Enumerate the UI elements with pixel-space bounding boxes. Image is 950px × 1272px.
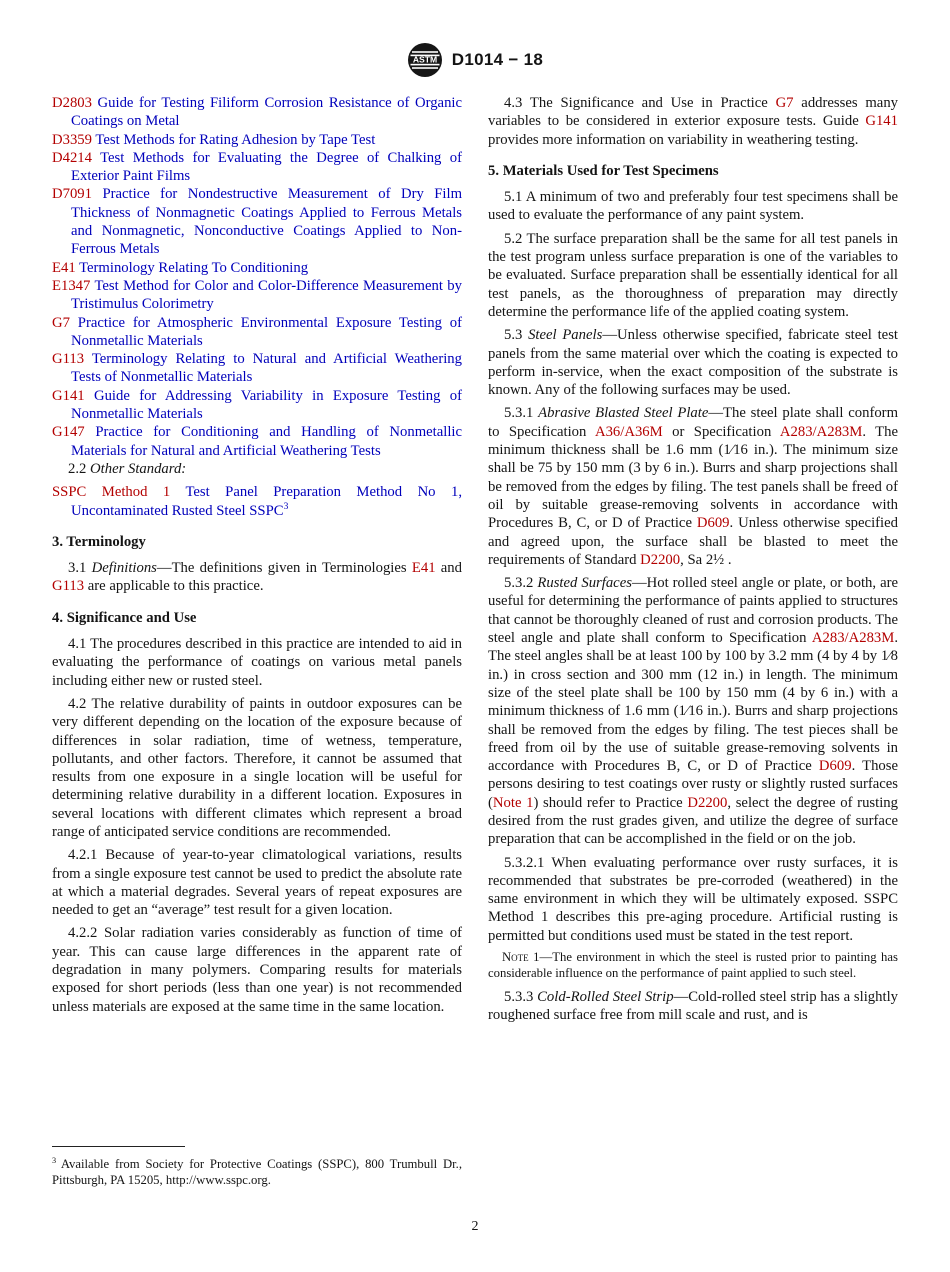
paragraph bbox=[488, 988, 898, 1025]
paragraph bbox=[488, 326, 898, 399]
text-run: . The minimum thickness shall be 1.6 mm (1⁄16 in.). The minimum size shall be 75 by 150 mm (3 by 6 in.). Burrs and sharp projections shall be removed from the edges by filing. The test panels shall be freed of oil by suitable grease-removing solvents in accordance with Procedures B, C, or D of Practice bbox=[488, 423, 898, 532]
text-run: 5.3.3 bbox=[504, 988, 538, 1005]
text-run: 3 bbox=[52, 1155, 61, 1165]
text-run: 4.3 The Significance and Use in Practice bbox=[504, 95, 776, 111]
note-paragraph bbox=[488, 950, 898, 982]
doc-link[interactable]: Test Methods for Evaluating the Degree of Chalking of Exterior Paint Films bbox=[71, 149, 462, 185]
doc-link[interactable]: G147 bbox=[52, 424, 96, 441]
text-run: 4.1 The procedures described in this practice are intended to aid in evaluating the performance of coatings on various metal panels including either new or rusted steel. bbox=[52, 636, 462, 689]
text-run: 5.3 bbox=[504, 327, 529, 344]
doc-link[interactable]: SSPC Method 1 bbox=[52, 484, 186, 501]
text-run: Abrasive Blasted Steel Plate bbox=[538, 405, 709, 422]
text-run: 5.3.2 bbox=[504, 575, 538, 592]
reference-item bbox=[52, 277, 462, 314]
paragraph bbox=[52, 695, 462, 841]
paragraph bbox=[52, 460, 462, 478]
text-run: —Cold-rolled steel strip has a slightly roughened surface free from mill scale and rust, and is bbox=[488, 988, 898, 1024]
reference-item bbox=[52, 314, 462, 351]
doc-link[interactable]: Practice for Conditioning and Handling of Nonmetallic Materials for Natural and Artificial Weathering Tests bbox=[71, 424, 462, 459]
reference-item bbox=[52, 149, 462, 186]
text-run: Rusted Surfaces bbox=[537, 575, 632, 592]
text-run: 4.2.2 Solar radiation varies considerably as function of time of year. This can cause large differences in the apparent rate of degradation in many polymers. Comparing results for materials exposed for short periods (less than one year) is not recommended unless materials are exposed at the same time in the same location. bbox=[52, 925, 462, 1015]
text-run: are applicable to this practice. bbox=[84, 578, 264, 595]
doc-link[interactable]: Terminology Relating To Conditioning bbox=[79, 259, 309, 276]
text-run: 5.3.1 bbox=[504, 405, 539, 422]
text-run: 5.3.2.1 When evaluating performance over rusty surfaces, it is recommended that substrates be pre-corroded (weathered) in the same environment in which they will be ultimately exposed. SSPC Method 1 describes this pre-aging procedure. Artificial rusting is permitted but conditions used must be stated in the test report. bbox=[488, 854, 898, 944]
doc-link[interactable]: D7091 bbox=[52, 186, 103, 203]
reference-item bbox=[52, 350, 462, 387]
doc-link[interactable]: Guide for Addressing Variability in Exposure Testing of Nonmetallic Materials bbox=[71, 387, 462, 423]
doc-link[interactable]: D3359 bbox=[52, 131, 96, 148]
section-heading bbox=[488, 162, 898, 180]
doc-link[interactable]: G113 bbox=[52, 351, 92, 368]
footnote-area bbox=[52, 1146, 462, 1189]
text-run: 3. Terminology bbox=[52, 533, 146, 550]
reference-item bbox=[52, 483, 462, 520]
doc-link[interactable]: E1347 bbox=[52, 277, 95, 294]
text-run: . The steel angles shall be at least 100 by 100 by 3.2 mm (4 by 4 by 1⁄8 in.) in cross section and 300 mm (12 in.) in length. The minimum size of the steel plate shall be 100 by 150 mm (4 by 6 in.) with a minimum thickness of 1.6 mm (1⁄16 in.). Burrs and sharp projections shall be removed from the edges by filing. The test pieces shall be freed from oil by the use of suitable grease-removing solvents in accordance with Procedures B, C, or D of Practice bbox=[488, 630, 898, 775]
doc-link[interactable]: G141 bbox=[52, 387, 94, 404]
reference-item bbox=[52, 94, 462, 131]
reference-item bbox=[52, 259, 462, 277]
text-run: Steel Panels bbox=[528, 327, 603, 344]
footnote-text bbox=[52, 1156, 462, 1189]
section-heading bbox=[52, 609, 462, 627]
text-run: addresses many variables to be considered in exterior exposure tests. Guide bbox=[488, 95, 899, 130]
doc-link[interactable]: Test Methods for Rating Adhesion by Tape Test bbox=[95, 131, 376, 148]
text-run: 2.2 bbox=[68, 460, 91, 477]
paragraph bbox=[488, 404, 898, 569]
paragraph bbox=[52, 635, 462, 690]
reference-item bbox=[52, 131, 462, 149]
doc-link[interactable]: D609 bbox=[696, 515, 730, 532]
text-run: 5.2 The surface preparation shall be the same for all test panels in the test program unless surface preparation is one of the variables to be evaluated. Surface preparation shall be essentially identical for all test panels, as the thoroughness of preparation may directly determine the performance life of the applied coating system. bbox=[488, 230, 898, 320]
text-run: . Those persons desiring to test coatings over rusty or slightly rusted surfaces ( bbox=[488, 758, 898, 811]
doc-link[interactable]: E41 bbox=[411, 560, 436, 577]
reference-item bbox=[52, 387, 462, 424]
doc-link[interactable]: Test Panel Preparation Method No 1, Uncontaminated Rusted Steel SSPC bbox=[71, 484, 462, 519]
text-run: 4.2.1 Because of year-to-year climatological variations, results from a single exposure test cannot be used to predict the absolute rate at which a material degrades. Several years of repeat exposures are needed to get an “average” test result for a given location. bbox=[52, 847, 462, 919]
paragraph bbox=[52, 924, 462, 1015]
text-run: 5.1 A minimum of two and preferably four test specimens shall be used to evaluate the performance of any paint system. bbox=[488, 189, 898, 224]
text-run: Available from Society for Protective Coatings (SSPC), 800 Trumbull Dr., Pittsburgh, PA 15205, http://www.sspc.org. bbox=[52, 1157, 462, 1188]
paragraph bbox=[488, 230, 898, 321]
doc-link[interactable]: Guide for Testing Filiform Corrosion Resistance of Organic Coatings on Metal bbox=[71, 95, 463, 130]
paragraph bbox=[52, 846, 462, 919]
paragraph bbox=[488, 854, 898, 945]
text-run: ) should refer to Practice bbox=[533, 794, 688, 811]
doc-link[interactable]: Practice for Atmospheric Environmental Exposure Testing of Nonmetallic Materials bbox=[71, 314, 462, 349]
text-run: 4. Significance and Use bbox=[52, 609, 197, 626]
text-run: —Hot rolled steel angle or plate, or both, are useful for determining the performance of paints applied to structures that cannot be thoroughly cleaned of rust and corrosion products. The steel angle and plate shall conform to Specification bbox=[488, 575, 898, 647]
text-run: —Unless otherwise specified, fabricate steel test panels from the same material over which the coating is expected to perform in-service, when the exact composition of the substrate is known. Any of the following surfaces may be used. bbox=[488, 327, 898, 399]
footnote-rule bbox=[52, 1146, 185, 1147]
paragraph bbox=[488, 188, 898, 225]
left-column bbox=[52, 94, 462, 1029]
page-header bbox=[0, 0, 950, 78]
doc-link[interactable]: A283/A283M bbox=[779, 423, 863, 440]
doc-link[interactable]: E41 bbox=[52, 259, 80, 276]
text-run: 4.2 The relative durability of paints in outdoor exposures can be very different depending on the location of the exposure because of differences in solar radiation, time of wetness, temperature, pollutants, and other factors. Therefore, it cannot be assumed that results from one exposure in a single location will be useful for determining relative durability in a different location. Exposures in several locations with different climates which represent a broad range of anticipated service conditions are recommended. bbox=[52, 695, 462, 840]
text-run: Cold-Rolled Steel Strip bbox=[537, 988, 674, 1005]
doc-link[interactable]: A36/A36M bbox=[594, 423, 663, 440]
text-run: , select the degree of rusting desired from the rust grades given, and utilize the degree of surface preparation that can be accomplished in the field or on the job. bbox=[488, 794, 898, 848]
section-heading bbox=[52, 533, 462, 551]
text-run: —The definitions given in Terminologies bbox=[156, 560, 412, 577]
reference-item bbox=[52, 185, 462, 258]
text-run: provides more information on variability in weathering testing. bbox=[488, 131, 859, 148]
doc-link[interactable]: Practice for Nondestructive Measurement of Dry Film Thickness of Nonmagnetic Coatings Applied to Ferrous Metals and Nonmagnetic, Nonconductive Coatings Applied to Non-Ferrous Metals bbox=[71, 186, 463, 258]
doc-link[interactable]: G141 bbox=[865, 113, 898, 130]
svg-text:ASTM: ASTM bbox=[412, 54, 437, 65]
doc-link[interactable]: D2200 bbox=[640, 551, 681, 568]
text-run: or Specification bbox=[662, 423, 780, 440]
paragraph bbox=[488, 574, 898, 848]
text-run: 3.1 bbox=[68, 560, 92, 577]
page-number: 2 bbox=[471, 1219, 479, 1234]
doc-link[interactable]: G7 bbox=[52, 314, 78, 331]
doc-link[interactable]: D609 bbox=[818, 758, 852, 775]
doc-link[interactable]: Test Method for Color and Color-Difference Measurement by Tristimulus Colorimetry bbox=[71, 277, 462, 313]
paragraph bbox=[52, 559, 462, 596]
doc-link[interactable]: D2803 bbox=[52, 95, 98, 111]
text-run: , Sa 2½ . bbox=[680, 551, 732, 568]
two-column-body bbox=[0, 78, 950, 1029]
paragraph bbox=[488, 94, 898, 149]
doc-link[interactable]: D2200 bbox=[687, 794, 728, 811]
document-number: D1014 − 18 bbox=[451, 50, 544, 69]
text-run: and bbox=[435, 560, 462, 577]
doc-link[interactable]: G113 bbox=[52, 578, 85, 595]
text-run: 5. Materials Used for Test Specimens bbox=[488, 162, 719, 179]
reference-item bbox=[52, 423, 462, 460]
doc-link[interactable]: A283/A283M bbox=[811, 630, 895, 647]
text-run: —The steel plate shall conform to Specification bbox=[488, 405, 899, 440]
text-run: Other Standard: bbox=[90, 460, 187, 477]
text-run: Definitions bbox=[91, 560, 157, 577]
doc-link[interactable]: D4214 bbox=[52, 149, 101, 166]
text-run: Note 1— bbox=[502, 950, 553, 965]
astm-logo bbox=[407, 42, 443, 78]
text-run: The environment in which the steel is rusted prior to painting has considerable influence on the performance of paint applied to such steel. bbox=[488, 950, 898, 980]
doc-link[interactable]: G7 bbox=[775, 95, 794, 111]
doc-link[interactable]: Terminology Relating to Natural and Artificial Weathering Tests of Nonmetallic Materials bbox=[71, 351, 462, 386]
text-run: . Unless otherwise specified and agreed upon, the surface shall be blasted to meet the requirements of Standard bbox=[488, 515, 898, 568]
doc-link[interactable]: Note 1 bbox=[492, 794, 534, 811]
footnote bbox=[52, 1156, 462, 1189]
right-column bbox=[488, 94, 898, 1029]
doc-link[interactable]: 3 bbox=[283, 500, 289, 512]
